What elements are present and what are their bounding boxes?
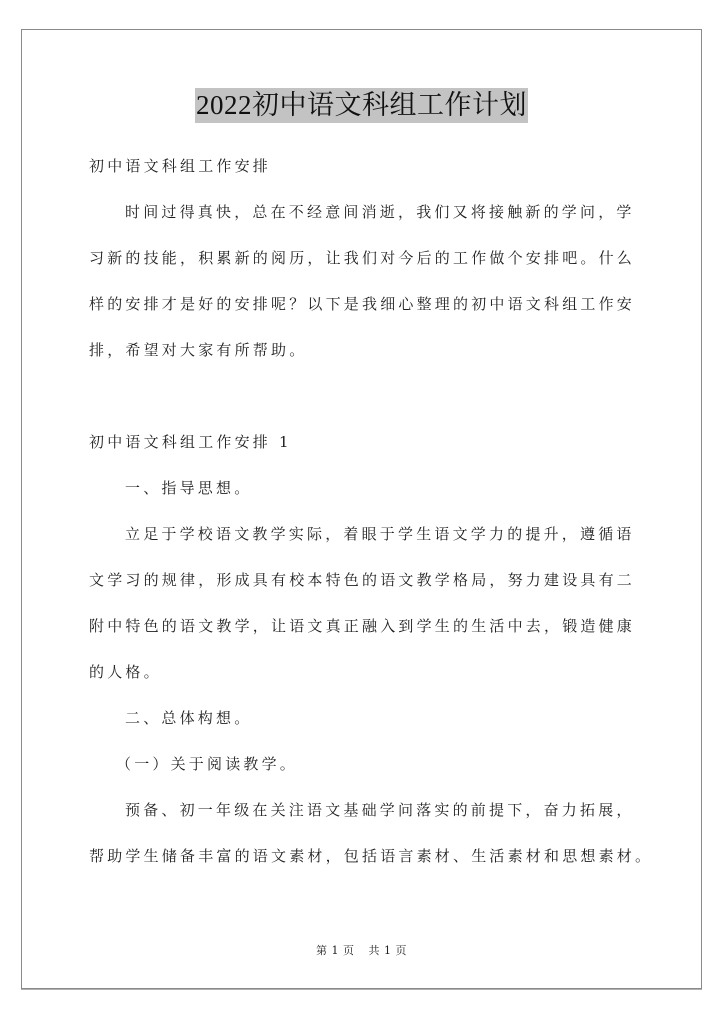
paragraph-line: 时间过得真快，总在不经意间消逝，我们又将接触新的学问，学: [125, 203, 635, 221]
paragraph-line: 的人格。: [89, 663, 162, 681]
page-number: 第 1 页: [316, 944, 355, 957]
title-container: [22, 88, 701, 123]
subsection-heading: 一、指导思想。: [125, 479, 253, 497]
paragraph-line: 附中特色的语文教学，让语文真正融入到学生的生活中去，锻造健康: [89, 617, 636, 635]
paragraph-line: 立足于学校语文教学实际，着眼于学生语文学力的提升，遵循语: [125, 525, 635, 543]
section-heading: 初中语文科组工作安排 1: [89, 433, 292, 451]
page-footer: [22, 942, 701, 958]
paragraph-line: 帮助学生储备丰富的语文素材，包括语言素材、生活素材和思想素材。: [89, 847, 654, 865]
sub-subsection-heading: （一）关于阅读教学。: [116, 755, 299, 773]
paragraph-line: 习新的技能，积累新的阅历，让我们对今后的工作做个安排吧。什么: [89, 249, 636, 267]
paragraph-line: 预备、初一年级在关注语文基础学问落实的前提下，奋力拓展，: [125, 801, 635, 819]
paragraph-line: 文学习的规律，形成具有校本特色的语文教学格局，努力建设具有二: [89, 571, 636, 589]
paragraph-line: 样的安排才是好的安排呢？以下是我细心整理的初中语文科组工作安: [89, 295, 636, 313]
subsection-heading: 二、总体构想。: [125, 709, 253, 727]
blank-line: [89, 380, 637, 426]
document-page: [21, 29, 702, 989]
page-total: 共 1 页: [368, 944, 407, 957]
document-title: 2022初中语文科组工作计划: [195, 88, 528, 123]
document-body: [89, 150, 654, 886]
paragraph-line: 排，希望对大家有所帮助。: [89, 341, 308, 359]
section-heading: 初中语文科组工作安排: [89, 157, 272, 175]
